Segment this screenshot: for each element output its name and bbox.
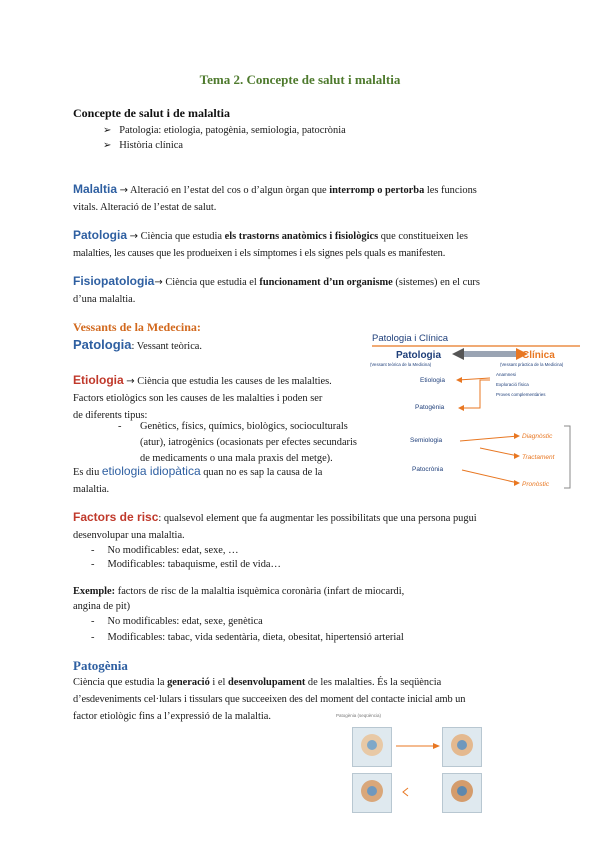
right-arrow-icon: → [119, 185, 129, 196]
diagram-left-item: Semiologia [410, 437, 443, 444]
diagram-clinic-item: Exploració física [496, 382, 529, 387]
arrow-head-icon [458, 405, 464, 411]
arrow-bullet-icon: ➢ [103, 140, 112, 151]
patologia-text: que constitueixen les [378, 231, 468, 242]
right-arrow-icon: → [129, 231, 139, 242]
factors-risc [73, 509, 543, 544]
list-item [91, 558, 281, 572]
patogenia-text: i el [209, 677, 228, 688]
diagram-left-item: Patogènia [415, 404, 445, 411]
dash-bullet: - [91, 616, 95, 627]
connector-line [460, 380, 490, 408]
intro-bullet-text: Història clínica [119, 140, 183, 151]
risc-line2: desenvolupar una malaltia. [73, 530, 185, 541]
list-item [91, 630, 404, 646]
arrow-head-icon [514, 433, 520, 439]
etiologia-line2: Factors etiològics son les causes de les malalties i poden ser [73, 393, 323, 404]
arrow-head-icon [514, 453, 520, 459]
vessants-term: Patologia [73, 337, 132, 352]
right-arrow-icon: → [126, 376, 135, 387]
patogenia-heading: Patogènia [73, 658, 128, 673]
exemple-list [91, 614, 404, 646]
etiologia-dash: - [118, 421, 122, 432]
fisiopatologia-definition [73, 273, 533, 308]
idiopatica-text: Es diu [73, 467, 102, 478]
exemple-item: Modificables: tabac, vida sedentària, dieta, obesitat, hipertensió arterial [107, 632, 404, 643]
diagram-right-head: Clínica [522, 350, 555, 361]
sequence-arrow-icon [396, 741, 440, 751]
patologia-bold: els trastorns anatòmics i fisiològics [224, 231, 379, 242]
diagram-left-head: Patologia [396, 350, 442, 361]
connector-line [460, 436, 518, 441]
patologia-line2: malalties, les causes que les produeixen i els símptomes i els signes pels quals es manifesten. [73, 248, 446, 259]
page-title: Tema 2. Concepte de salut i malaltia [199, 72, 401, 87]
etiologia-definition [73, 372, 368, 424]
diagram-left-item: Etiologia [420, 377, 445, 384]
connector-line [480, 448, 518, 456]
patogenia-text: de les malalties. És la seqüència [305, 677, 442, 688]
risc-list [91, 544, 281, 572]
tissue-image-3 [352, 773, 392, 813]
intro-bullet-1 [103, 123, 346, 138]
connector-line [462, 470, 518, 483]
arrow-shaft [464, 351, 516, 357]
malaltia-text: Alteració en l’estat del cos o d’algun òrgan que [130, 185, 330, 196]
intro-heading: Concepte de salut i de malaltia [73, 106, 230, 120]
right-arrow-icon: → [154, 277, 163, 288]
risc-term: Factors de risc [73, 510, 159, 524]
tissue-image-2 [442, 727, 482, 767]
risc-text: : qualsevol element que fa augmentar les possibilitats que una persona pugui [158, 513, 477, 524]
diagram-bracket [564, 426, 570, 488]
list-item [91, 544, 281, 558]
diagram-left-sub: (Vessant teòrica de la Medicina) [370, 362, 432, 367]
etiologia-types [140, 419, 370, 467]
intro-bullet-text: Patologia: etiologia, patogènia, semiologia, patocrònia [119, 125, 346, 136]
patologia-term: Patologia [73, 228, 128, 242]
fisiopatologia-line2: d’una malaltia. [73, 294, 136, 305]
etiologia-type-line: Genètics, físics, químics, biològics, socioculturals [140, 421, 348, 432]
arrow-head-icon [456, 377, 462, 383]
etiologia-term: Etiologia [73, 373, 124, 387]
exemple-text: factors de risc de la malaltia isquèmica coronària (infart de miocardi, [115, 586, 405, 597]
patogenia-text: Ciència que estudia la [73, 677, 168, 688]
etiologia-idiopatica [73, 463, 373, 498]
dash-bullet: - [91, 632, 95, 643]
exemple [73, 584, 543, 614]
list-item [91, 614, 404, 630]
dash-bullet: - [91, 559, 95, 570]
arrow-bullet-icon: ➢ [103, 125, 112, 136]
arrow-head-icon [514, 480, 520, 486]
malaltia-definition [73, 181, 533, 216]
left-arrow-icon [452, 348, 464, 360]
vessants-heading: Vessants de la Medecina: [73, 320, 201, 334]
figure-caption: Patogènia (seqüència) [336, 713, 382, 718]
patogenia-bold: desenvolupament [227, 677, 306, 688]
vessants-text: : Vessant teòrica. [131, 341, 203, 352]
diagram-outcome: Pronòstic [522, 481, 550, 488]
patogenia-line3: factor etiològic fins a l’expressió de la malaltia. [73, 711, 271, 722]
risc-item: Modificables: tabaquisme, estil de vida… [107, 559, 281, 570]
malaltia-bold: interromp o pertorba [329, 185, 425, 196]
malaltia-term: Malaltia [73, 182, 118, 196]
diagram-outcome: Diagnòstic [522, 433, 553, 440]
fisiopatologia-text: (sistemes) en el curs [392, 277, 480, 288]
tissue-image-1 [352, 727, 392, 767]
diagram-outcome: Tractament [522, 454, 555, 461]
patologia-clinica-diagram [360, 328, 590, 498]
diagram-right-sub: (Vessant pràctica de la Medicina) [500, 362, 564, 367]
diagram-left-item: Patocrònia [412, 466, 444, 473]
fisiopatologia-term: Fisiopatologia [73, 274, 155, 288]
patogenia-line2: d’esdeveniments cel·lulars i tissulars que succeeixen des del moment del contacte inicial amb un [73, 694, 466, 705]
intro-bullet-2 [103, 138, 183, 153]
patologia-definition [73, 227, 533, 262]
fisiopatologia-bold: funcionament d’un organisme [259, 277, 393, 288]
risc-item: No modificables: edat, sexe, … [107, 545, 239, 556]
etiologia-type-line: (atur), iatrogènics (ocasionats per efectes secundaris [140, 437, 357, 448]
fisiopatologia-text: Ciència que estudia el [165, 277, 260, 288]
vessants-patologia [73, 337, 202, 352]
malaltia-line2: vitals. Alteració de l’estat de salut. [73, 202, 217, 213]
sequence-arrow-icon [400, 787, 410, 797]
idiopatica-term: etiologia idiopàtica [101, 464, 201, 478]
dash-bullet: - [91, 545, 95, 556]
patogenia-figure [336, 713, 496, 813]
etiologia-line1: Ciència que estudia les causes de les malalties. [137, 376, 332, 387]
exemple-label: Exemple: [73, 586, 116, 597]
idiopatica-line2: malaltia. [73, 484, 110, 495]
exemple-item: No modificables: edat, sexe, genètica [107, 616, 263, 627]
exemple-line2: angina de pit) [73, 601, 131, 612]
etiologia-type-line: de medicaments o una mala praxis del metge). [140, 453, 333, 464]
diagram-clinic-item: Anamnesi [496, 372, 517, 377]
idiopatica-text: quan no es sap la causa de la [200, 467, 323, 478]
diagram-title: Patologia i Clínica [372, 333, 449, 344]
patologia-text: Ciència que estudia [140, 231, 225, 242]
patogenia-bold: generació [167, 677, 210, 688]
etiologia-line3: de diferents tipus: [73, 410, 148, 421]
tissue-image-4 [442, 773, 482, 813]
diagram-clinic-item: Proves complementàries [496, 392, 546, 397]
malaltia-text: les funcions [424, 185, 477, 196]
